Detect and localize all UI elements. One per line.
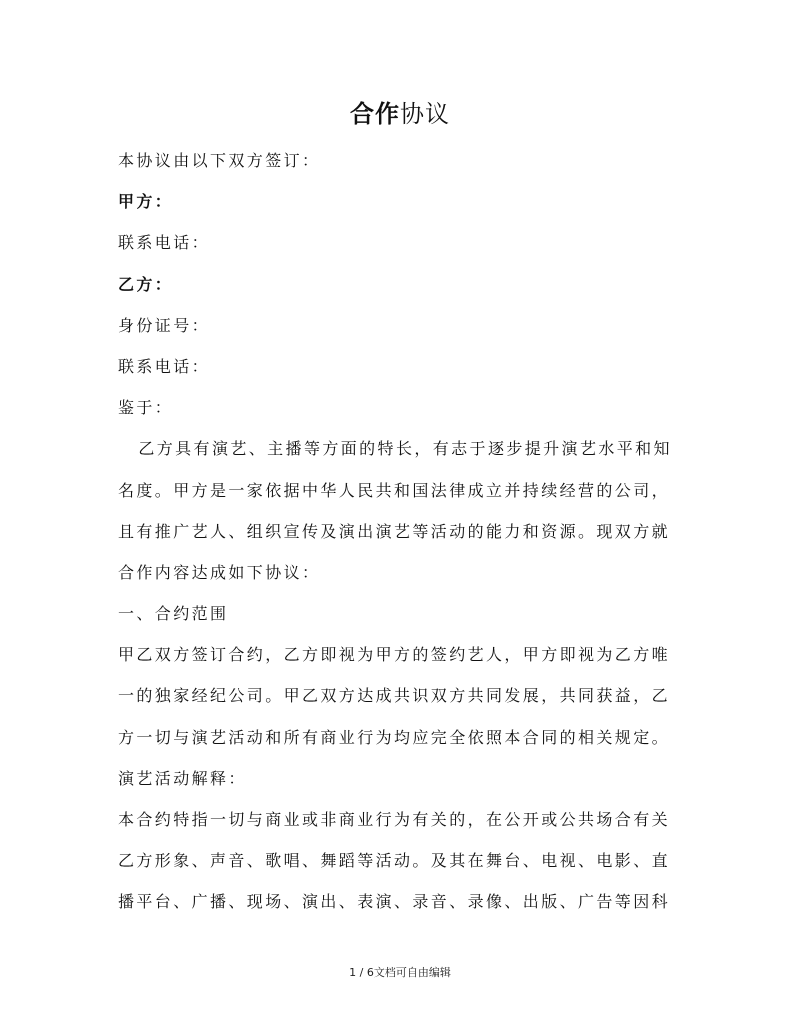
- section1-paragraph-line: 甲乙双方签订合约，乙方即视为甲方的签约艺人，甲方即视为乙方唯: [118, 645, 671, 665]
- section1-paragraph-line: 方一切与演艺活动和所有商业行为均应完全依照本合同的相关规定。: [118, 727, 671, 747]
- section1-heading: 一、合约范围: [118, 604, 229, 624]
- definition-paragraph-line: 乙方形象、声音、歌唱、舞蹈等活动。及其在舞台、电视、电影、直: [118, 851, 671, 871]
- title-rest-part: 协议: [400, 100, 450, 128]
- party-b-phone-label: 联系电话：: [118, 356, 211, 376]
- whereas-label: 鉴于：: [118, 398, 174, 418]
- whereas-paragraph-line: 合作内容达成如下协议：: [118, 562, 321, 582]
- whereas-paragraph-line: 名度。甲方是一家依据中华人民共和国法律成立并持续经营的公司，: [118, 480, 671, 500]
- document-title: [0, 96, 800, 132]
- definition-paragraph-line: 本合约特指一切与商业或非商业行为有关的，在公开或公共场合有关: [118, 810, 671, 829]
- whereas-paragraph-line: 乙方具有演艺、主播等方面的特长，有志于逐步提升演艺水平和知: [138, 439, 672, 459]
- party-b-id-label: 身份证号：: [118, 315, 211, 335]
- party-a-label: 甲方：: [118, 192, 174, 212]
- definition-paragraph-line: 播平台、广播、现场、演出、表演、录音、录像、出版、广告等因科: [118, 892, 671, 912]
- definition-heading: 演艺活动解释：: [118, 768, 247, 788]
- intro-line: 本协议由以下双方签订：: [118, 151, 321, 170]
- whereas-paragraph-line: 且有推广艺人、组织宣传及演出演艺等活动的能力和资源。现双方就: [118, 521, 671, 541]
- title-bold-part: 合作: [350, 99, 400, 128]
- document-body: [118, 140, 684, 923]
- page-footer: 1 / 6文档可自由编辑: [349, 966, 451, 979]
- section1-paragraph-line: 一的独家经纪公司。甲乙双方达成共识双方共同发展，共同获益，乙: [118, 686, 671, 706]
- party-b-label: 乙方：: [118, 274, 174, 294]
- party-a-phone-label: 联系电话：: [118, 233, 211, 253]
